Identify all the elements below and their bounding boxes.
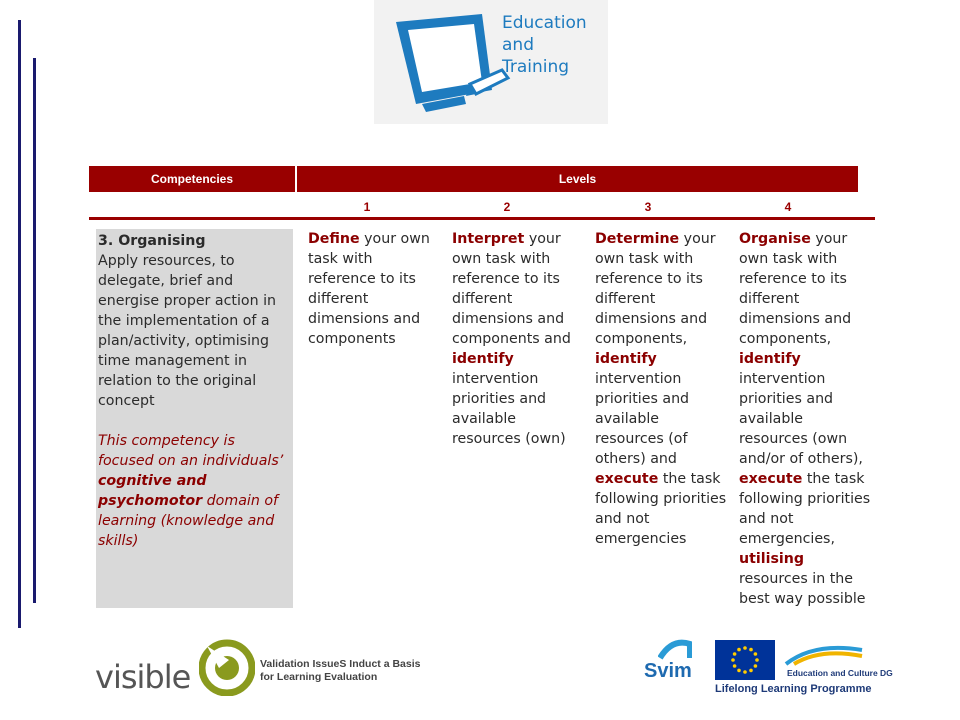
monitor-pencil-icon [374, 0, 514, 124]
level-number-1: 1 [363, 200, 371, 214]
logo-line-2: and [502, 35, 534, 55]
visible-swirl-icon [199, 638, 255, 696]
logo-line-1: Education [502, 13, 587, 33]
svim-arch-icon [658, 638, 692, 660]
competency-title: 3. Organising [98, 233, 206, 249]
visible-wordmark: visible [95, 658, 191, 696]
education-training-logo [374, 0, 608, 124]
visible-logo [95, 636, 425, 698]
header-levels: Levels [297, 166, 858, 192]
level-number-4: 4 [784, 200, 792, 214]
left-decorative-bar [18, 20, 21, 628]
ec-dg-wave-icon [784, 640, 864, 666]
llp-label: Lifelong Learning Programme [715, 683, 872, 695]
level-4-cell: Organise your own task with reference to its different dimensions and components, identify intervention priorities and available resources (own and/or of others), execute the task following priorities and not emergencies, utilising resources in the best way possible [739, 231, 871, 607]
level-3-cell: Determine your own task with reference to its different dimensions and components, identify intervention priorities and available resources (of others) and execute the task following priorities and not emergencies [595, 231, 727, 547]
competency-cell [96, 229, 293, 608]
left-decorative-bar-inner [33, 58, 36, 603]
competency-description: Apply resources, to delegate, brief and energise proper action in the implementation of a plan/activity, optimising time management in relation to the original concept [98, 253, 277, 409]
eu-flag-icon [715, 640, 775, 680]
visible-tagline: Validation IssueS Induct a Basis for Learning Evaluation [260, 658, 421, 683]
level-divider [89, 217, 875, 220]
ec-dg-label: Education and Culture DG [787, 668, 893, 678]
header-competencies: Competencies [89, 166, 295, 192]
level-number-2: 2 [503, 200, 511, 214]
logo-line-3: Training [502, 57, 570, 77]
level-number-3: 3 [644, 200, 652, 214]
svim-logo: Svim [644, 638, 704, 694]
level-1-cell: Define your own task with reference to its different dimensions and components [308, 231, 430, 347]
competency-focus: This competency is focused on an individuals’ cognitive and psychomotor domain of learning (knowledge and skills) [98, 433, 284, 549]
level-2-cell: Interpret your own task with reference to its different dimensions and components and identify intervention priorities and available resources (own) [452, 231, 571, 447]
